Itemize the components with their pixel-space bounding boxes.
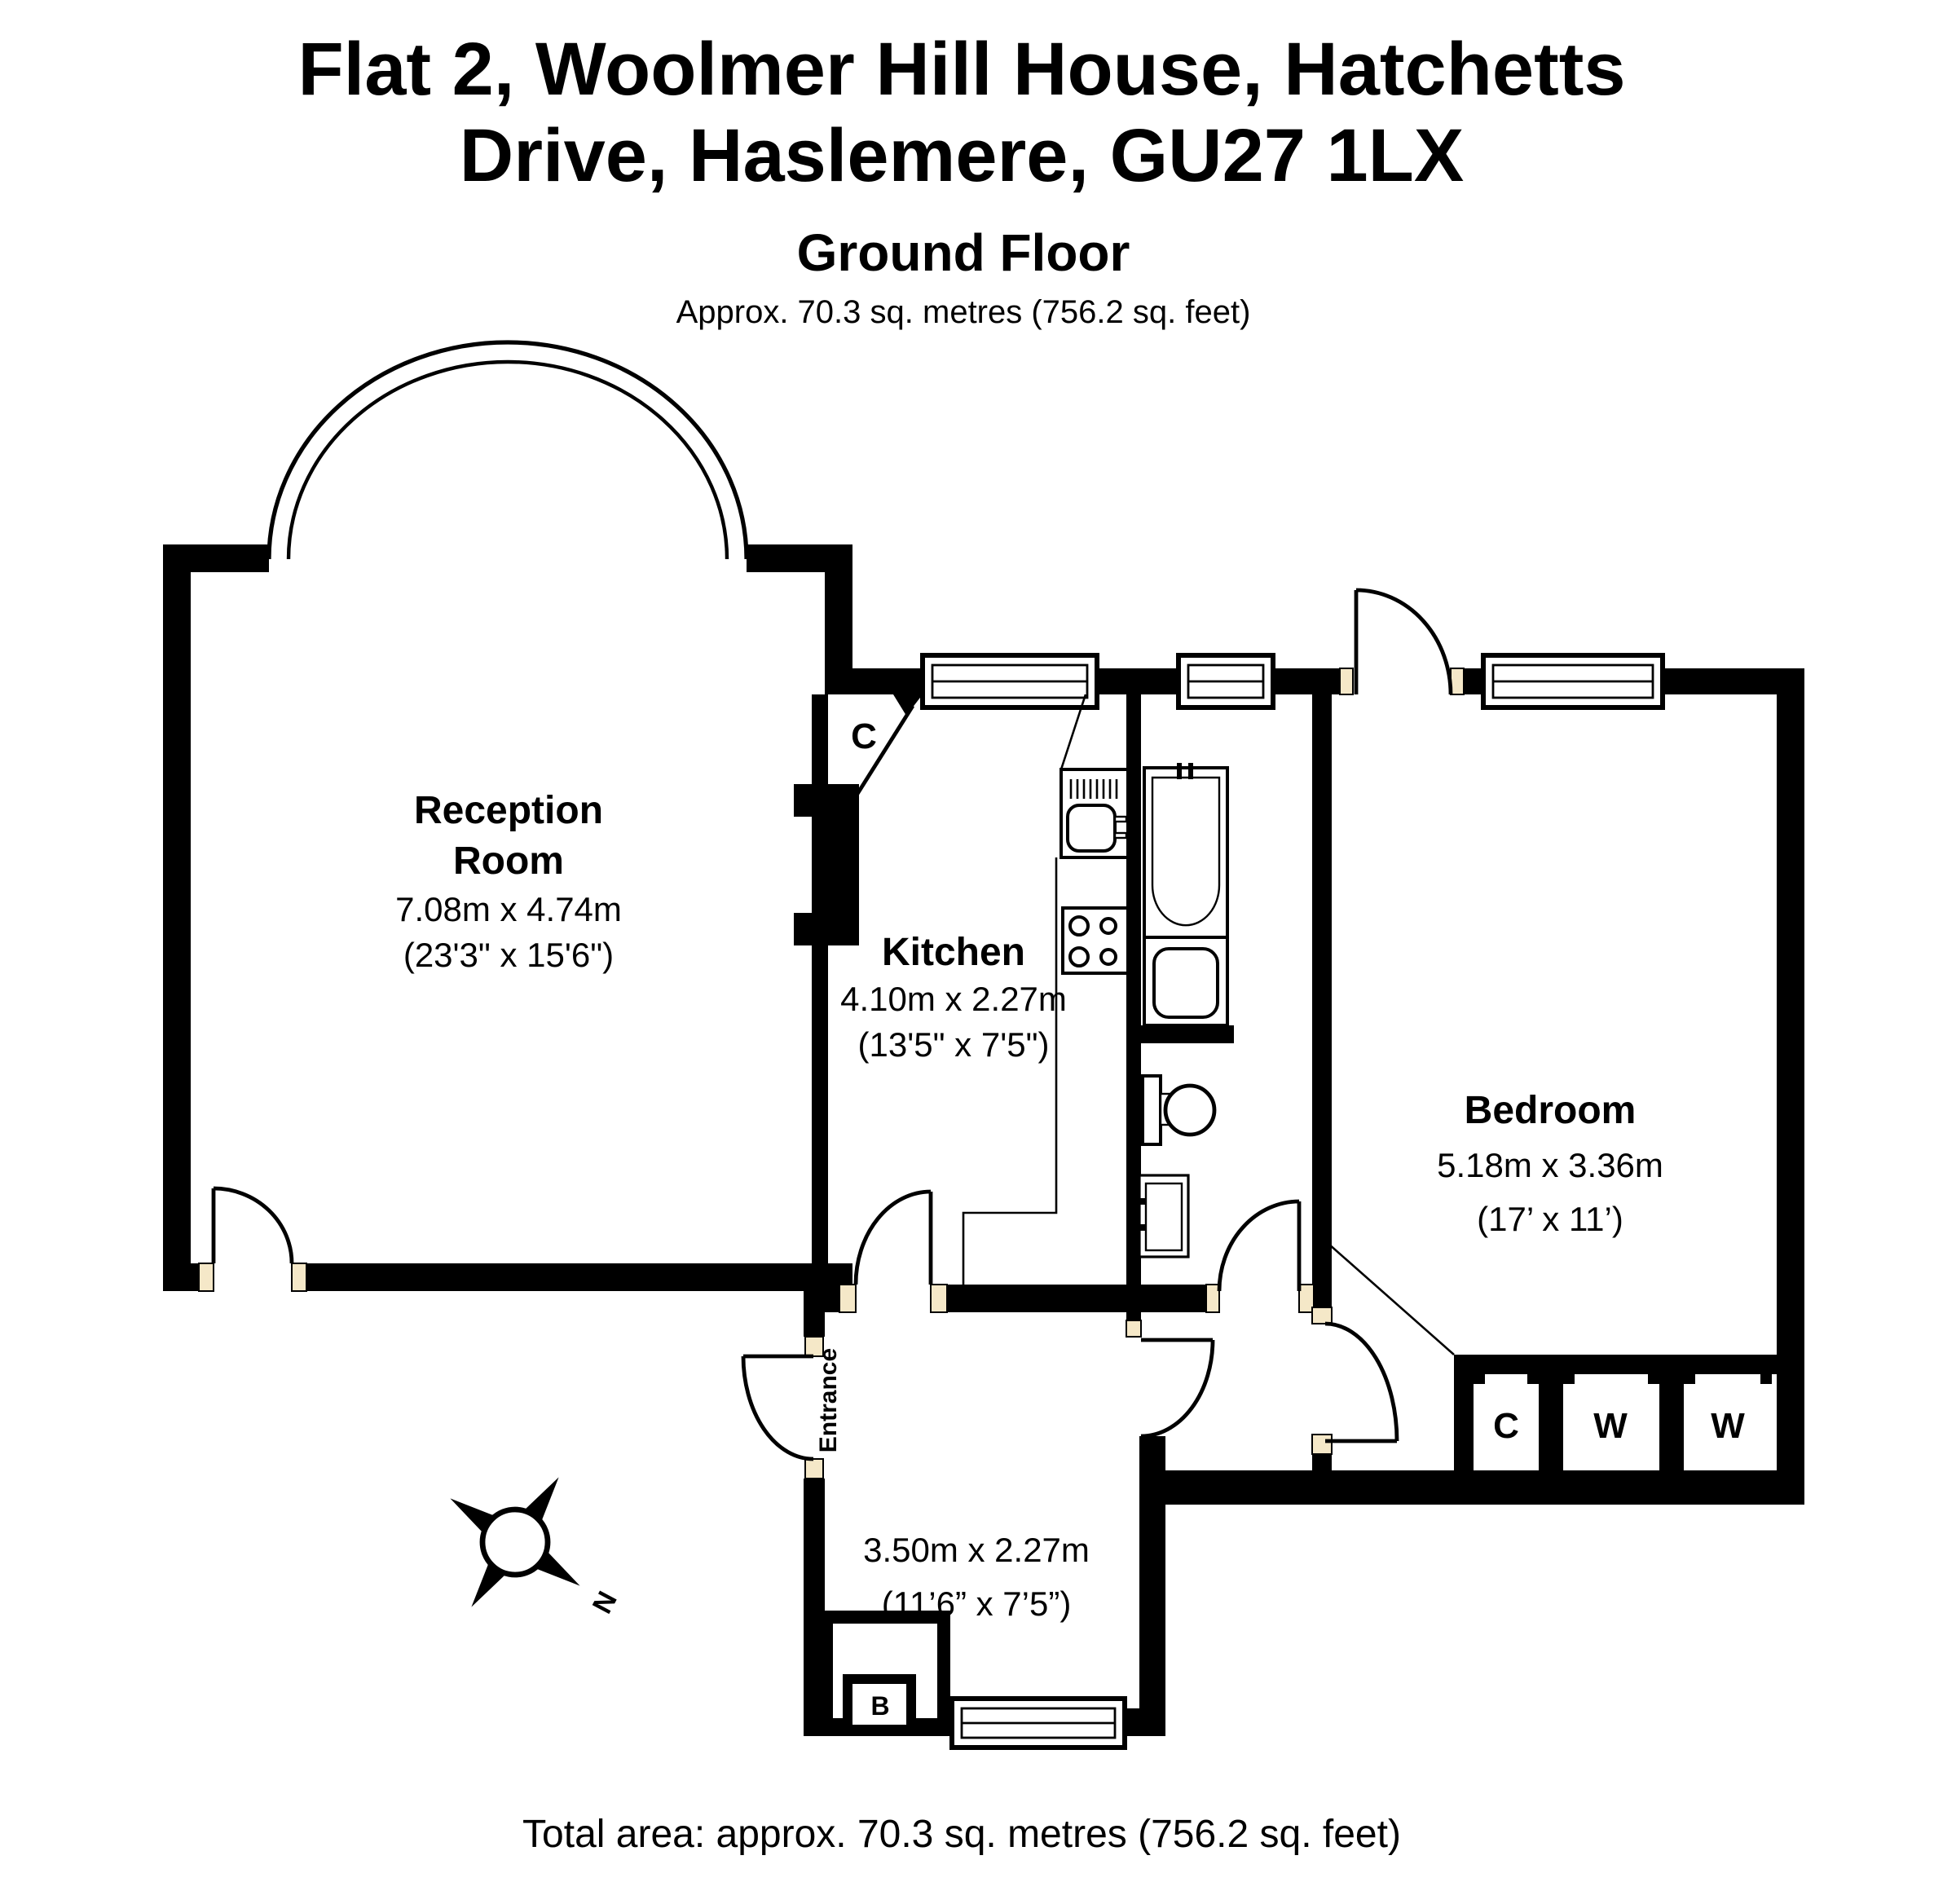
radiator bbox=[1131, 1175, 1188, 1257]
bedroom-outer-door bbox=[1356, 590, 1451, 694]
bedroom-dims-metric: 5.18m x 3.36m bbox=[1437, 1146, 1663, 1184]
kitchen-bathroom-walls bbox=[812, 668, 1804, 1474]
bathroom-window bbox=[1178, 655, 1273, 707]
closet-row-labels bbox=[1493, 1406, 1745, 1446]
kitchen-name: Kitchen bbox=[881, 931, 1026, 974]
hall-closet-label: C bbox=[851, 716, 877, 756]
sink-unit bbox=[1061, 769, 1128, 857]
bay-window bbox=[269, 342, 747, 559]
page-title-line2: Drive, Haslemere, GU27 1LX bbox=[459, 114, 1465, 197]
hall-labels bbox=[815, 1348, 1090, 1623]
reception-door bbox=[214, 1188, 292, 1263]
chimney-breast bbox=[794, 784, 859, 945]
kitchen-window bbox=[923, 655, 1097, 707]
bedroom-closet-label: C bbox=[1493, 1406, 1519, 1446]
boiler-cupboard bbox=[820, 1611, 950, 1731]
bedroom-door-leaf-open bbox=[1328, 1244, 1454, 1355]
page-title-line1: Flat 2, Woolmer Hill House, Hatchetts bbox=[297, 28, 1626, 111]
hall-dims-imperial: (11’6” x 7’5”) bbox=[881, 1584, 1072, 1623]
reception-room-labels bbox=[395, 789, 622, 974]
reception-dims-imperial: (23'3" x 15'6") bbox=[403, 936, 615, 974]
toilet bbox=[1143, 1076, 1214, 1144]
hob bbox=[1063, 908, 1128, 973]
bathroom-door bbox=[1219, 1201, 1299, 1291]
total-area-label: Total area: approx. 70.3 sq. metres (756.2 sq. feet) bbox=[522, 1813, 1401, 1856]
bedroom-walls bbox=[1139, 668, 1804, 1505]
floor-area: Approx. 70.3 sq. metres (756.2 sq. feet) bbox=[676, 294, 1251, 330]
bedroom-window bbox=[1483, 655, 1663, 707]
vestibule-door bbox=[1325, 1244, 1454, 1441]
reception-name-line1: Reception bbox=[413, 789, 604, 832]
hall-to-vestibule-door bbox=[1141, 1340, 1213, 1436]
bedroom-dims-imperial: (17’ x 11’) bbox=[1477, 1200, 1623, 1238]
reception-name-line2: Room bbox=[453, 840, 564, 883]
wardrobe-2-label: W bbox=[1711, 1406, 1745, 1446]
kitchen-door bbox=[856, 1192, 931, 1285]
hall-window bbox=[952, 1699, 1125, 1748]
bedroom-name: Bedroom bbox=[1464, 1089, 1637, 1132]
bathtub bbox=[1144, 763, 1227, 937]
basin bbox=[1144, 937, 1227, 1025]
reception-dims-metric: 7.08m x 4.74m bbox=[395, 890, 622, 928]
kitchen-labels bbox=[840, 931, 1067, 1064]
boiler-label: B bbox=[870, 1691, 890, 1721]
wardrobe-1-label: W bbox=[1593, 1406, 1628, 1446]
floor-name: Ground Floor bbox=[796, 223, 1130, 282]
compass-north-label: N bbox=[585, 1585, 623, 1619]
compass-rose bbox=[450, 1477, 622, 1618]
kitchen-dims-imperial: (13'5" x 7'5") bbox=[857, 1025, 1050, 1064]
entrance-door bbox=[743, 1356, 813, 1459]
entrance-label: Entrance bbox=[815, 1347, 842, 1453]
bedroom-labels bbox=[1437, 1089, 1663, 1238]
bathroom-wall-stub bbox=[1141, 1025, 1234, 1043]
kitchen-dims-metric: 4.10m x 2.27m bbox=[840, 980, 1067, 1018]
hall-dims-metric: 3.50m x 2.27m bbox=[863, 1531, 1090, 1569]
